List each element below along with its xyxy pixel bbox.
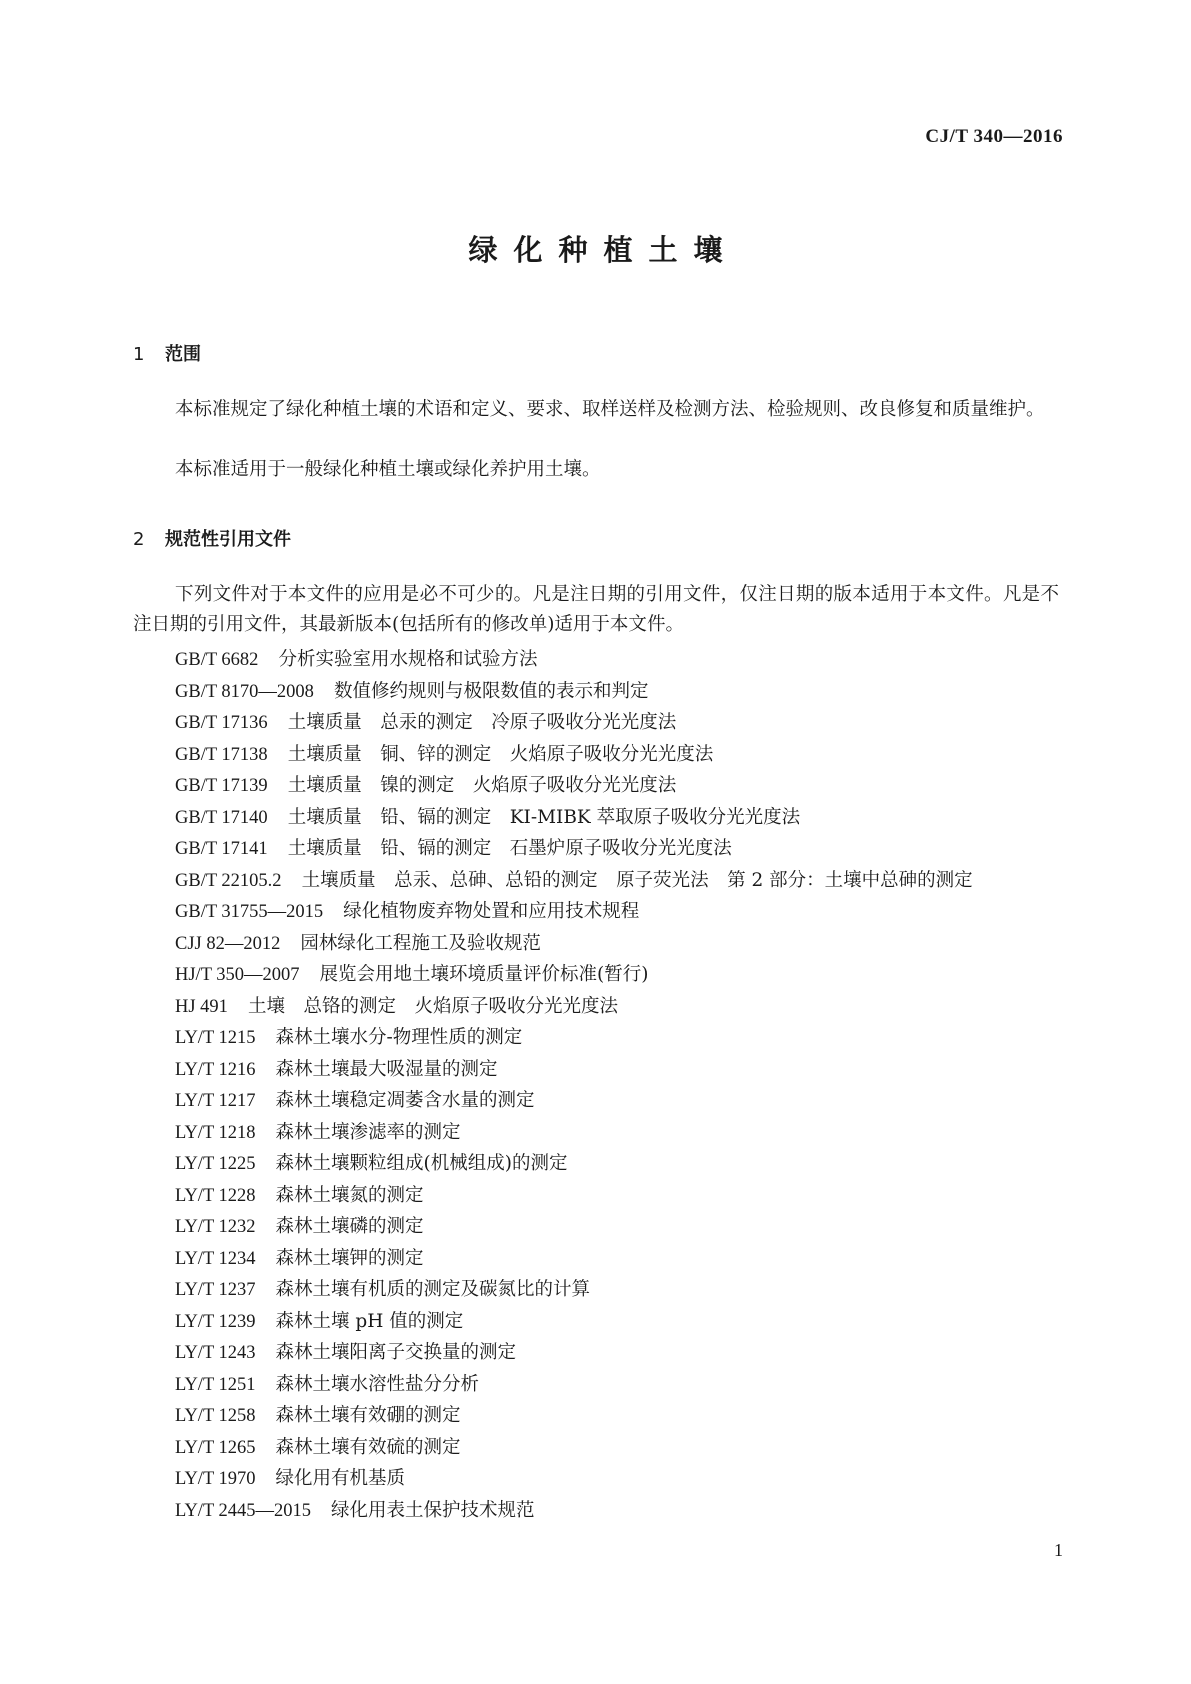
- reference-code: LY/T 2445—2015: [175, 1500, 312, 1521]
- reference-title: 绿化用有机基质: [275, 1468, 406, 1489]
- reference-item: [175, 1463, 1075, 1495]
- reference-title: 数值修约规则与极限数值的表示和判定: [333, 680, 649, 702]
- reference-title: 土壤质量 镍的测定 火焰原子吸收分光光度法: [287, 775, 677, 796]
- section-title: 规范性引用文件: [165, 529, 291, 550]
- reference-code: LY/T 1234: [175, 1248, 256, 1269]
- reference-title: 土壤质量 总汞、总砷、总铅的测定 原子荧光法 第 2 部分：土壤中总砷的测定: [301, 869, 973, 891]
- reference-title: 土壤质量 铅、镉的测定 KI-MIBK 萃取原子吸收分光光度法: [287, 806, 801, 828]
- reference-code: CJJ 82—2012: [175, 933, 281, 954]
- reference-item: [175, 1022, 1075, 1054]
- reference-code: LY/T 1216: [175, 1059, 256, 1080]
- document-title: 绿化种植土壤: [468, 233, 739, 267]
- reference-code: LY/T 1265: [175, 1437, 256, 1458]
- reference-title: 森林土壤最大吸湿量的测定: [275, 1058, 498, 1080]
- reference-title: 森林土壤钾的测定: [275, 1247, 424, 1269]
- reference-code: GB/T 17139: [175, 776, 268, 796]
- reference-item: [175, 1054, 1075, 1086]
- reference-code: HJ/T 350—2007: [175, 965, 300, 985]
- reference-title: 绿化植物废弃物处置和应用技术规程: [343, 901, 640, 922]
- reference-item: [175, 1085, 1075, 1117]
- reference-code: GB/T 6682: [175, 650, 259, 670]
- reference-item: [175, 802, 1075, 834]
- section-number: 2: [133, 529, 145, 550]
- reference-code: GB/T 17140: [175, 807, 268, 828]
- section-title: 范围: [165, 344, 201, 365]
- reference-title: 森林土壤稳定凋萎含水量的测定: [275, 1090, 535, 1111]
- section-heading-scope: [133, 340, 201, 366]
- reference-title: 土壤 总铬的测定 火焰原子吸收分光光度法: [247, 995, 618, 1017]
- reference-code: GB/T 17138: [175, 744, 268, 765]
- reference-code: GB/T 22105.2: [175, 870, 282, 891]
- reference-title: 展览会用地土壤环境质量评价标准(暂行): [319, 964, 649, 985]
- reference-title: 森林土壤阳离子交换量的测定: [275, 1342, 517, 1363]
- reference-item: [175, 1432, 1075, 1464]
- reference-item: [175, 991, 1075, 1023]
- reference-code: LY/T 1228: [175, 1185, 256, 1206]
- reference-title: 森林土壤有机质的测定及碳氮比的计算: [275, 1279, 591, 1300]
- reference-code: LY/T 1243: [175, 1343, 256, 1363]
- reference-code: LY/T 1232: [175, 1217, 256, 1237]
- reference-item: [175, 707, 1075, 739]
- normative-intro-paragraph: 下列文件对于本文件的应用是必不可少的。凡是注日期的引用文件，仅注日期的版本适用于本文件。凡是不注日期的引用文件，其最新版本(包括所有的修改单)适用于本文件。: [133, 584, 1059, 635]
- reference-item: [175, 1495, 1075, 1527]
- reference-item: [175, 1211, 1075, 1243]
- reference-title: 土壤质量 铅、镉的测定 石墨炉原子吸收分光光度法: [287, 838, 732, 859]
- reference-title: 土壤质量 总汞的测定 冷原子吸收分光光度法: [287, 712, 677, 733]
- reference-title: 森林土壤 pH 值的测定: [275, 1310, 464, 1332]
- standard-code: CJ/T 340—2016: [925, 126, 1063, 147]
- reference-code: LY/T 1251: [175, 1374, 256, 1395]
- reference-code: LY/T 1218: [175, 1122, 256, 1143]
- reference-title: 森林土壤水溶性盐分分析: [275, 1373, 480, 1395]
- reference-title: 森林土壤有效硼的测定: [275, 1405, 461, 1426]
- reference-item: [175, 1400, 1075, 1432]
- reference-item: [175, 770, 1075, 802]
- reference-item: [175, 896, 1075, 928]
- reference-code: LY/T 1225: [175, 1154, 256, 1174]
- section-number: 1: [133, 344, 145, 365]
- reference-item: [175, 1274, 1075, 1306]
- reference-code: GB/T 8170—2008: [175, 681, 314, 702]
- reference-item: [175, 833, 1075, 865]
- reference-item: [175, 1180, 1075, 1212]
- reference-code: GB/T 17136: [175, 713, 268, 733]
- reference-code: LY/T 1215: [175, 1028, 256, 1048]
- section-heading-normative-references: [133, 525, 291, 551]
- reference-code: GB/T 31755—2015: [175, 902, 324, 922]
- scope-paragraph: 本标准适用于一般绿化种植土壤或绿化养护用土壤。: [175, 459, 601, 480]
- reference-code: LY/T 1217: [175, 1091, 256, 1111]
- reference-title: 绿化用表土保护技术规范: [331, 1499, 535, 1521]
- reference-item: [175, 1148, 1075, 1180]
- reference-item: [175, 1117, 1075, 1149]
- reference-title: 土壤质量 铜、锌的测定 火焰原子吸收分光光度法: [287, 743, 714, 765]
- reference-title: 森林土壤渗滤率的测定: [275, 1121, 461, 1143]
- reference-title: 森林土壤氮的测定: [275, 1184, 424, 1206]
- reference-item: [175, 1243, 1075, 1275]
- reference-code: LY/T 1258: [175, 1406, 256, 1426]
- page-number: 1: [1054, 1540, 1063, 1560]
- reference-code: GB/T 17141: [175, 839, 268, 859]
- reference-item: [175, 1337, 1075, 1369]
- reference-title: 森林土壤水分-物理性质的测定: [275, 1027, 523, 1048]
- reference-code: LY/T 1239: [175, 1311, 256, 1332]
- scope-paragraph: 本标准规定了绿化种植土壤的术语和定义、要求、取样送样及检测方法、检验规则、改良修复和质量维护。: [175, 399, 1045, 420]
- reference-item: [175, 928, 1075, 960]
- reference-code: LY/T 1237: [175, 1280, 256, 1300]
- reference-title: 园林绿化工程施工及验收规范: [300, 932, 541, 954]
- reference-item: [175, 676, 1075, 708]
- reference-item: [175, 865, 1075, 897]
- reference-title: 分析实验室用水规格和试验方法: [278, 649, 538, 670]
- reference-title: 森林土壤有效硫的测定: [275, 1436, 461, 1458]
- reference-item: [175, 739, 1075, 771]
- reference-item: [175, 1369, 1075, 1401]
- reference-item: [175, 959, 1075, 991]
- reference-code: LY/T 1970: [175, 1469, 256, 1489]
- reference-item: [175, 644, 1075, 676]
- reference-title: 森林土壤磷的测定: [275, 1216, 424, 1237]
- reference-list: [175, 644, 1075, 1526]
- reference-title: 森林土壤颗粒组成(机械组成)的测定: [275, 1153, 568, 1174]
- reference-code: HJ 491: [175, 996, 228, 1017]
- reference-item: [175, 1306, 1075, 1338]
